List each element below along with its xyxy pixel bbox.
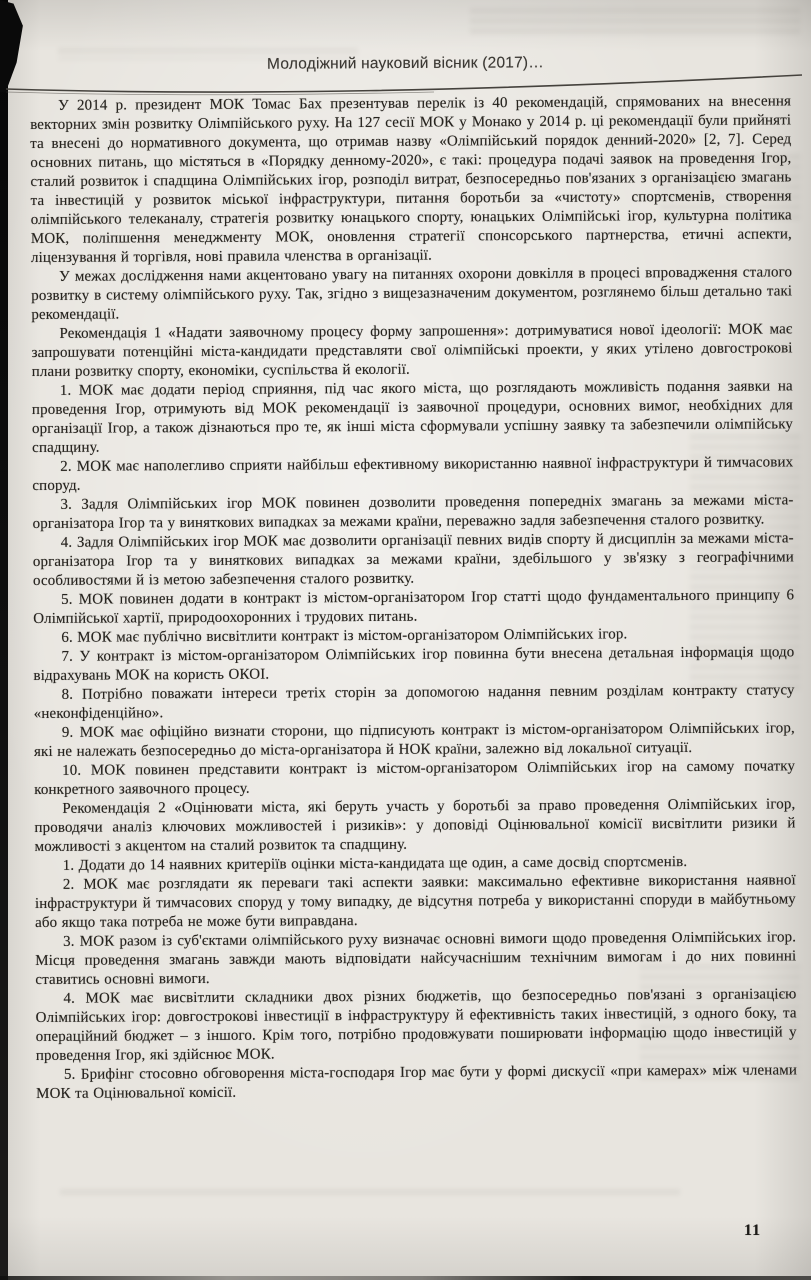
paragraph-list-item: 1. МОК має додати період сприяння, під час якого міста, що розглядають можливість подання заявки на проведення Ігор, отримують від МОК рекомендації із заявочної процедури, основних вимог, необхідних для організації Ігор, а також дізнаються про те, як інші міста сформували успішну заявку та забезпечили олімпійську спадщину. <box>31 378 794 456</box>
paragraph-recommendation-2: Рекомендація 2 «Оцінювати міста, які беруть участь у боротьбі за право проведення Олімпійських ігор, проводячи аналіз ключових можливостей і ризиків»: у доповіді Оцінювальної комісії висвітлити ризики й можливості з акцентом на сталий розвиток та спадщину. <box>34 796 796 855</box>
paragraph-list-item: 5. Брифінг стосовно обговорення міста-господаря Ігор має бути у формі дискусії «при камерах» між членами МОК та Оцінювальної комісії. <box>36 1062 798 1102</box>
paragraph-list-item: 10. МОК повинен представити контракт із містом-організатором Олімпійських ігор на самому початку конкретного заявочного процесу. <box>34 758 796 798</box>
bleedthrough-smudge <box>60 1185 680 1199</box>
paragraph-list-item: 2. МОК має наполегливо сприяти найбільш ефективному використанню наявної інфраструктури й тимчасових споруд. <box>32 454 794 494</box>
paragraph-list-item: 4. Задля Олімпійських ігор МОК має дозволити організації певних видів спорту й дисциплін за межами міста-організатора Ігор та у виняткових випадках за межами країни, здебільшого у зв'язку з географічними особливостями й із метою забезпечення сталого розвитку. <box>32 530 794 589</box>
paragraph-list-item: 8. Потрібно поважати інтереси третіх сторін за допомогою надання певним розділам контракту статусу «неконфіденційно». <box>33 682 795 722</box>
paragraph-list-item: 2. МОК має розглядати як переваги такі аспекти заявки: максимально ефективне використання наявної інфраструктури й тимчасових споруд у тому випадку, де відсутня потреба у використанні споруди в майбутньому або якщо така потреба не може бути виправдана. <box>34 872 796 931</box>
paragraph-list-item: 9. МОК має офіційно визнати сторони, що підписують контракт із містом-організатором Олімпійських ігор, які не належать безпосередньо до міста-організатора й НОК країни, залежно від локальної ситуації. <box>33 720 795 760</box>
paragraph-list-item: 1. Додати до 14 наявних критеріїв оцінки міста-кандидата ще один, а саме досвід спортсменів. <box>62 853 688 874</box>
paragraph-list-item: 3. Задля Олімпійських ігор МОК повинен дозволити проведення попередніх змагань за межами міста-організатора Ігор та у виняткових випадках за межами країни, переважно задля забезпечення сталого розвитку. <box>32 492 794 532</box>
paragraph-list-item: 6. МОК має публічно висвітлити контракт із містом-організатором Олімпійських ігор. <box>61 626 628 646</box>
paragraph: У 2014 р. президент МОК Томас Бах презентував перелік із 40 рекомендацій, спрямованих на внесення векторних змін розвитку Олімпійського руху. На 127 сесії МОК у Монако у 2014 р. ці рекомендації були прийняті та внесені до нормативного документа, що отримав назву «Олімпійський порядок денний-2020» [2, 7]. Серед основних питань, що містяться в «Порядку денному-2020», є такі: процедура подачі заявок на проведення Ігор, сталий розвиток і спадщина Олімпійських ігор, розподіл витрат, безпосередньо пов'язаних з організацією змагань та інвестицій у розвиток міської інфраструктури, питання боротьби за «чистоту» спортсменів, створення олімпійського телеканалу, стратегія розвитку юнацького спорту, юнацьких Олімпійські ігор, культурна політика МОК, поліпшення менеджменту МОК, оновлення стратегії спонсорського партнерства, етичні аспекти, ліцензування й торгівля, нові правила членства в організації. <box>30 93 792 266</box>
journal-header: Молодіжний науковий вісник (2017)… <box>266 54 545 73</box>
page-number: 11 <box>744 1222 762 1239</box>
paragraph-list-item: 7. У контракт із містом-організатором Олімпійських ігор повинна бути внесена детальная інформація щодо відрахувань МОК на користь ОКОІ. <box>33 644 795 684</box>
bleedthrough-smudge <box>470 4 800 38</box>
paragraph-list-item: 4. МОК має висвітлити складники двох різних бюджетів, що безпосередньо пов'язані з організацією Олімпійських ігор: довгострокові інвестиції в інфраструктуру й ефективність таких інвестицій, з одного боку, та операційний бюджет – з іншого. Крім того, потрібно продовжувати поширювати інформацію щодо інвестицій у проведення Ігор, які здійснює МОК. <box>35 986 797 1064</box>
scan-edge-left <box>0 0 8 1280</box>
paragraph-list-item: 3. МОК разом із суб'єктами олімпійського руху визначає основні вимоги щодо проведення Олімпійських ігор. Місця проведення змагань завжди мають відповідати найсучаснішим технічним вимогам і до них повинні ставитись основні вимоги. <box>35 929 797 988</box>
paragraph-recommendation-1: Рекомендація 1 «Надати заявочному процесу форму запрошення»: дотримуватися нової ідеології: МОК має запрошувати потенційні міста-кандидати представляти свої олімпійські проекти, у яких утілено довгострокові плани розвитку спорту, економіки, суспільства й екології. <box>31 321 793 380</box>
paragraph: У межах дослідження нами акцентовано увагу на питаннях охорони довкілля в процесі впровадження сталого розвитку в систему олімпійського руху. Так, згідно з вищезазначеним документом, розглянемо більш детально такі рекомендації. <box>31 264 793 323</box>
article-body <box>30 92 797 1104</box>
paragraph-list-item: 5. МОК повинен додати в контракт із містом-організатором Ігор статті щодо фундаментального принципу 6 Олімпійської хартії, природоохоронних і трудових питань. <box>33 587 795 627</box>
scan-edge-bottom <box>0 1276 811 1280</box>
